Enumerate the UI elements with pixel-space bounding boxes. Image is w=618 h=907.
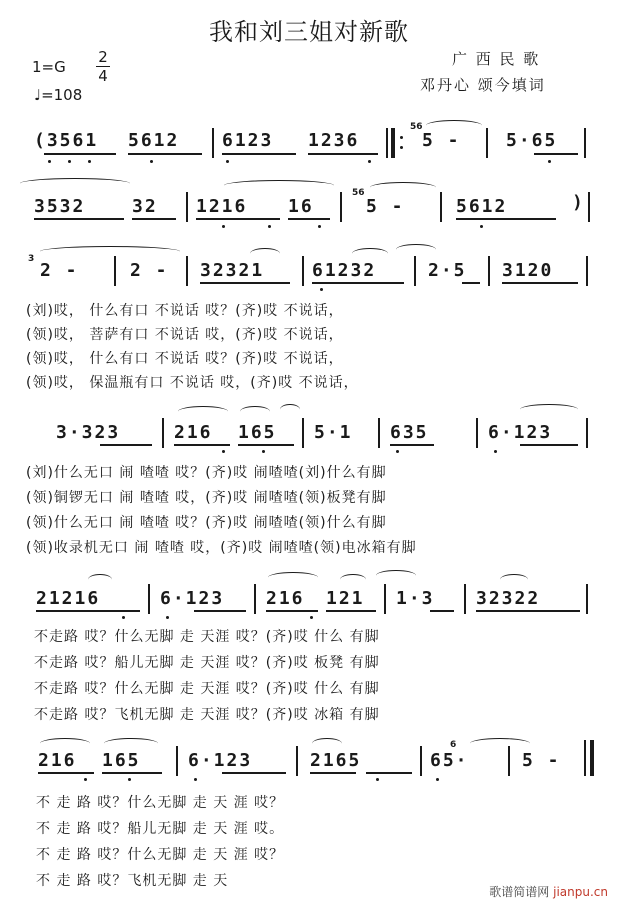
underline-beam (132, 218, 176, 220)
note-group: 3·323 (56, 422, 121, 443)
note-group: 32322 (476, 588, 541, 609)
lyric-line: 不走路 哎？飞机无脚 走 天涯 哎？(齐)哎 冰箱 有脚 (34, 707, 380, 723)
lyric-line: 不 走 路 哎？飞机无脚 走 天 (36, 873, 229, 889)
barline (186, 192, 188, 222)
note-group: 16 (288, 196, 314, 217)
barline (586, 256, 588, 286)
watermark-url: jianpu.cn (553, 885, 608, 899)
underline-beam (534, 153, 578, 155)
note-group: 5 - (366, 196, 405, 217)
barline (588, 192, 590, 222)
note-group: 1236 (308, 130, 360, 151)
underline-beam (462, 282, 480, 284)
watermark (489, 883, 608, 900)
note-group: 635 (390, 422, 429, 443)
underline-beam (100, 444, 152, 446)
underline-beam (196, 218, 280, 220)
slur (40, 738, 90, 749)
slur (352, 248, 388, 259)
note-group: (3561 (34, 130, 99, 151)
note-group: 6123 (222, 130, 274, 151)
origin-credit: 广 西 民 歌 (452, 50, 541, 68)
barline (176, 746, 178, 776)
underline-beam (308, 153, 378, 155)
note-group: 6·123 (488, 422, 553, 443)
repeat-dot (400, 146, 403, 149)
final-barline (584, 740, 586, 776)
note-group: 1·3 (396, 588, 435, 609)
low-octave-dot (166, 616, 169, 619)
underline-beam (476, 610, 580, 612)
note-group: 21216 (36, 588, 101, 609)
underline-beam (200, 282, 290, 284)
final-barline (590, 740, 594, 776)
note-group: 165 (238, 422, 277, 443)
lyric-line: (刘)什么无口 闹 喳喳 哎？(齐)哎 闹喳喳(刘)什么有脚 (26, 465, 387, 481)
lyric-line: (领)什么无口 闹 喳喳 哎？(齐)哎 闹喳喳(领)什么有脚 (26, 515, 387, 531)
note-group: 3120 (502, 260, 554, 281)
note-group: 2 - (130, 260, 169, 281)
barline (114, 256, 116, 286)
slur (500, 574, 528, 585)
barline (254, 584, 256, 614)
underline-beam (366, 772, 412, 774)
underline-beam (222, 772, 286, 774)
barline (302, 418, 304, 448)
tie (40, 246, 180, 257)
underline-beam (174, 444, 230, 446)
low-octave-dot (222, 450, 225, 453)
slur (20, 178, 130, 189)
low-octave-dot (262, 450, 265, 453)
closing-paren: ) (572, 192, 585, 213)
repeat-dot (400, 136, 403, 139)
slur (178, 406, 228, 417)
barline (420, 746, 422, 776)
low-octave-dot (368, 160, 371, 163)
barline (378, 418, 380, 448)
barline (488, 256, 490, 286)
lyric-line: 不走路 哎？什么无脚 走 天涯 哎？(齐)哎 什么 有脚 (34, 629, 380, 645)
slur (280, 404, 300, 415)
low-octave-dot (222, 225, 225, 228)
lyric-line: (领)铜锣无口 闹 喳喳 哎，(齐)哎 闹喳喳(领)板凳有脚 (26, 490, 387, 506)
note-group: 2·5 (428, 260, 467, 281)
low-octave-dot (194, 778, 197, 781)
low-octave-dot (128, 778, 131, 781)
slur (88, 574, 112, 585)
barline (148, 584, 150, 614)
low-octave-dot (310, 616, 313, 619)
underline-beam (102, 772, 162, 774)
low-octave-dot (150, 160, 153, 163)
note-group: 5612 (456, 196, 508, 217)
low-octave-dot (226, 160, 229, 163)
low-octave-dot (48, 160, 51, 163)
underline-beam (34, 218, 124, 220)
lyric-line: 不走路 哎？什么无脚 走 天涯 哎？(齐)哎 什么 有脚 (34, 681, 380, 697)
barline (508, 746, 510, 776)
note-group: 32 (132, 196, 158, 217)
slur (520, 404, 578, 415)
slur (312, 738, 342, 749)
underline-beam (456, 218, 556, 220)
grace-note: 56 (410, 122, 423, 132)
note-group: 61232 (312, 260, 377, 281)
underline-beam (502, 282, 578, 284)
note-group: 216 (266, 588, 305, 609)
repeat-barline (391, 128, 395, 158)
grace-note: 6 (450, 740, 457, 750)
barline (414, 256, 416, 286)
underline-beam (310, 772, 356, 774)
barline (584, 128, 586, 158)
note-group: 165 (102, 750, 141, 771)
underline-beam (520, 444, 578, 446)
note-group: 2 - (40, 260, 79, 281)
note-group: 5 - (522, 750, 561, 771)
underline-beam (222, 153, 296, 155)
underline-beam (36, 610, 140, 612)
underline-beam (326, 610, 376, 612)
barline (440, 192, 442, 222)
slur (250, 248, 280, 259)
time-signature: 2 4 (96, 48, 110, 85)
slur (240, 406, 270, 417)
tie (370, 182, 436, 193)
key-signature: 1=G (32, 58, 66, 76)
low-octave-dot (84, 778, 87, 781)
underline-beam (238, 444, 294, 446)
note-group: 216 (38, 750, 77, 771)
lyric-line: (刘)哎， 什么有口 不说话 哎？(齐)哎 不说话， (26, 303, 344, 319)
note-group: 65· (430, 750, 469, 771)
song-title: 我和刘三姐对新歌 (209, 18, 409, 46)
barline (186, 256, 188, 286)
note-group: 5·65 (506, 130, 558, 151)
note-group: 32321 (200, 260, 265, 281)
barline (162, 418, 164, 448)
barline (212, 128, 214, 158)
note-group: 3532 (34, 196, 86, 217)
lyric-line: 不 走 路 哎？船儿无脚 走 天 涯 哎。 (36, 821, 285, 837)
barline (296, 746, 298, 776)
tie (426, 120, 482, 131)
barline (384, 584, 386, 614)
tempo-mark: ♩=108 (34, 86, 83, 104)
note-group: 216 (174, 422, 213, 443)
slur (340, 574, 366, 585)
underline-beam (266, 610, 318, 612)
lyric-line: (领)哎， 保温瓶有口 不说话 哎，(齐)哎 不说话， (26, 375, 359, 391)
low-octave-dot (68, 160, 71, 163)
lyric-line: (领)哎， 菩萨有口 不说话 哎，(齐)哎 不说话， (26, 327, 344, 343)
underline-beam (38, 772, 94, 774)
underline-beam (194, 610, 246, 612)
low-octave-dot (436, 778, 439, 781)
low-octave-dot (318, 225, 321, 228)
lyric-line: 不 走 路 哎？什么无脚 走 天 涯 哎？ (36, 795, 285, 811)
low-octave-dot (122, 616, 125, 619)
note-group: 2165 (310, 750, 362, 771)
note-group: 5612 (128, 130, 180, 151)
underline-beam (390, 444, 434, 446)
watermark-site: 歌谱简谱网 (489, 885, 550, 899)
slur (104, 738, 158, 749)
barline (486, 128, 488, 158)
low-octave-dot (494, 450, 497, 453)
barline (464, 584, 466, 614)
underline-beam (312, 282, 404, 284)
barline (302, 256, 304, 286)
low-octave-dot (88, 160, 91, 163)
note-group: 6·123 (160, 588, 225, 609)
underline-beam (430, 610, 454, 612)
note-group: 5·1 (314, 422, 353, 443)
lyric-line: (领)哎， 什么有口 不说话 哎？(齐)哎 不说话， (26, 351, 344, 367)
tie (376, 570, 416, 581)
underline-beam (44, 153, 116, 155)
low-octave-dot (320, 288, 323, 291)
barline (476, 418, 478, 448)
low-octave-dot (376, 778, 379, 781)
note-group: 121 (326, 588, 365, 609)
grace-note: 3 (28, 254, 35, 264)
lyric-line: 不走路 哎？船儿无脚 走 天涯 哎？(齐)哎 板凳 有脚 (34, 655, 380, 671)
note-group: 5 - (422, 130, 461, 151)
barline (586, 584, 588, 614)
underline-beam (288, 218, 330, 220)
lyricist-credit: 邓丹心 颂今填词 (420, 76, 546, 94)
note-group: 1216 (196, 196, 248, 217)
barline (586, 418, 588, 448)
tie (470, 738, 530, 749)
barline (340, 192, 342, 222)
slur (268, 572, 318, 583)
tie (396, 244, 436, 255)
repeat-barline (386, 128, 388, 158)
underline-beam (128, 153, 202, 155)
note-group: 6·123 (188, 750, 253, 771)
low-octave-dot (480, 225, 483, 228)
low-octave-dot (548, 160, 551, 163)
low-octave-dot (396, 450, 399, 453)
low-octave-dot (268, 225, 271, 228)
lyric-line: (领)收录机无口 闹 喳喳 哎，(齐)哎 闹喳喳(领)电冰箱有脚 (26, 540, 417, 556)
grace-note: 56 (352, 188, 365, 198)
slur (224, 180, 334, 191)
lyric-line: 不 走 路 哎？什么无脚 走 天 涯 哎？ (36, 847, 285, 863)
